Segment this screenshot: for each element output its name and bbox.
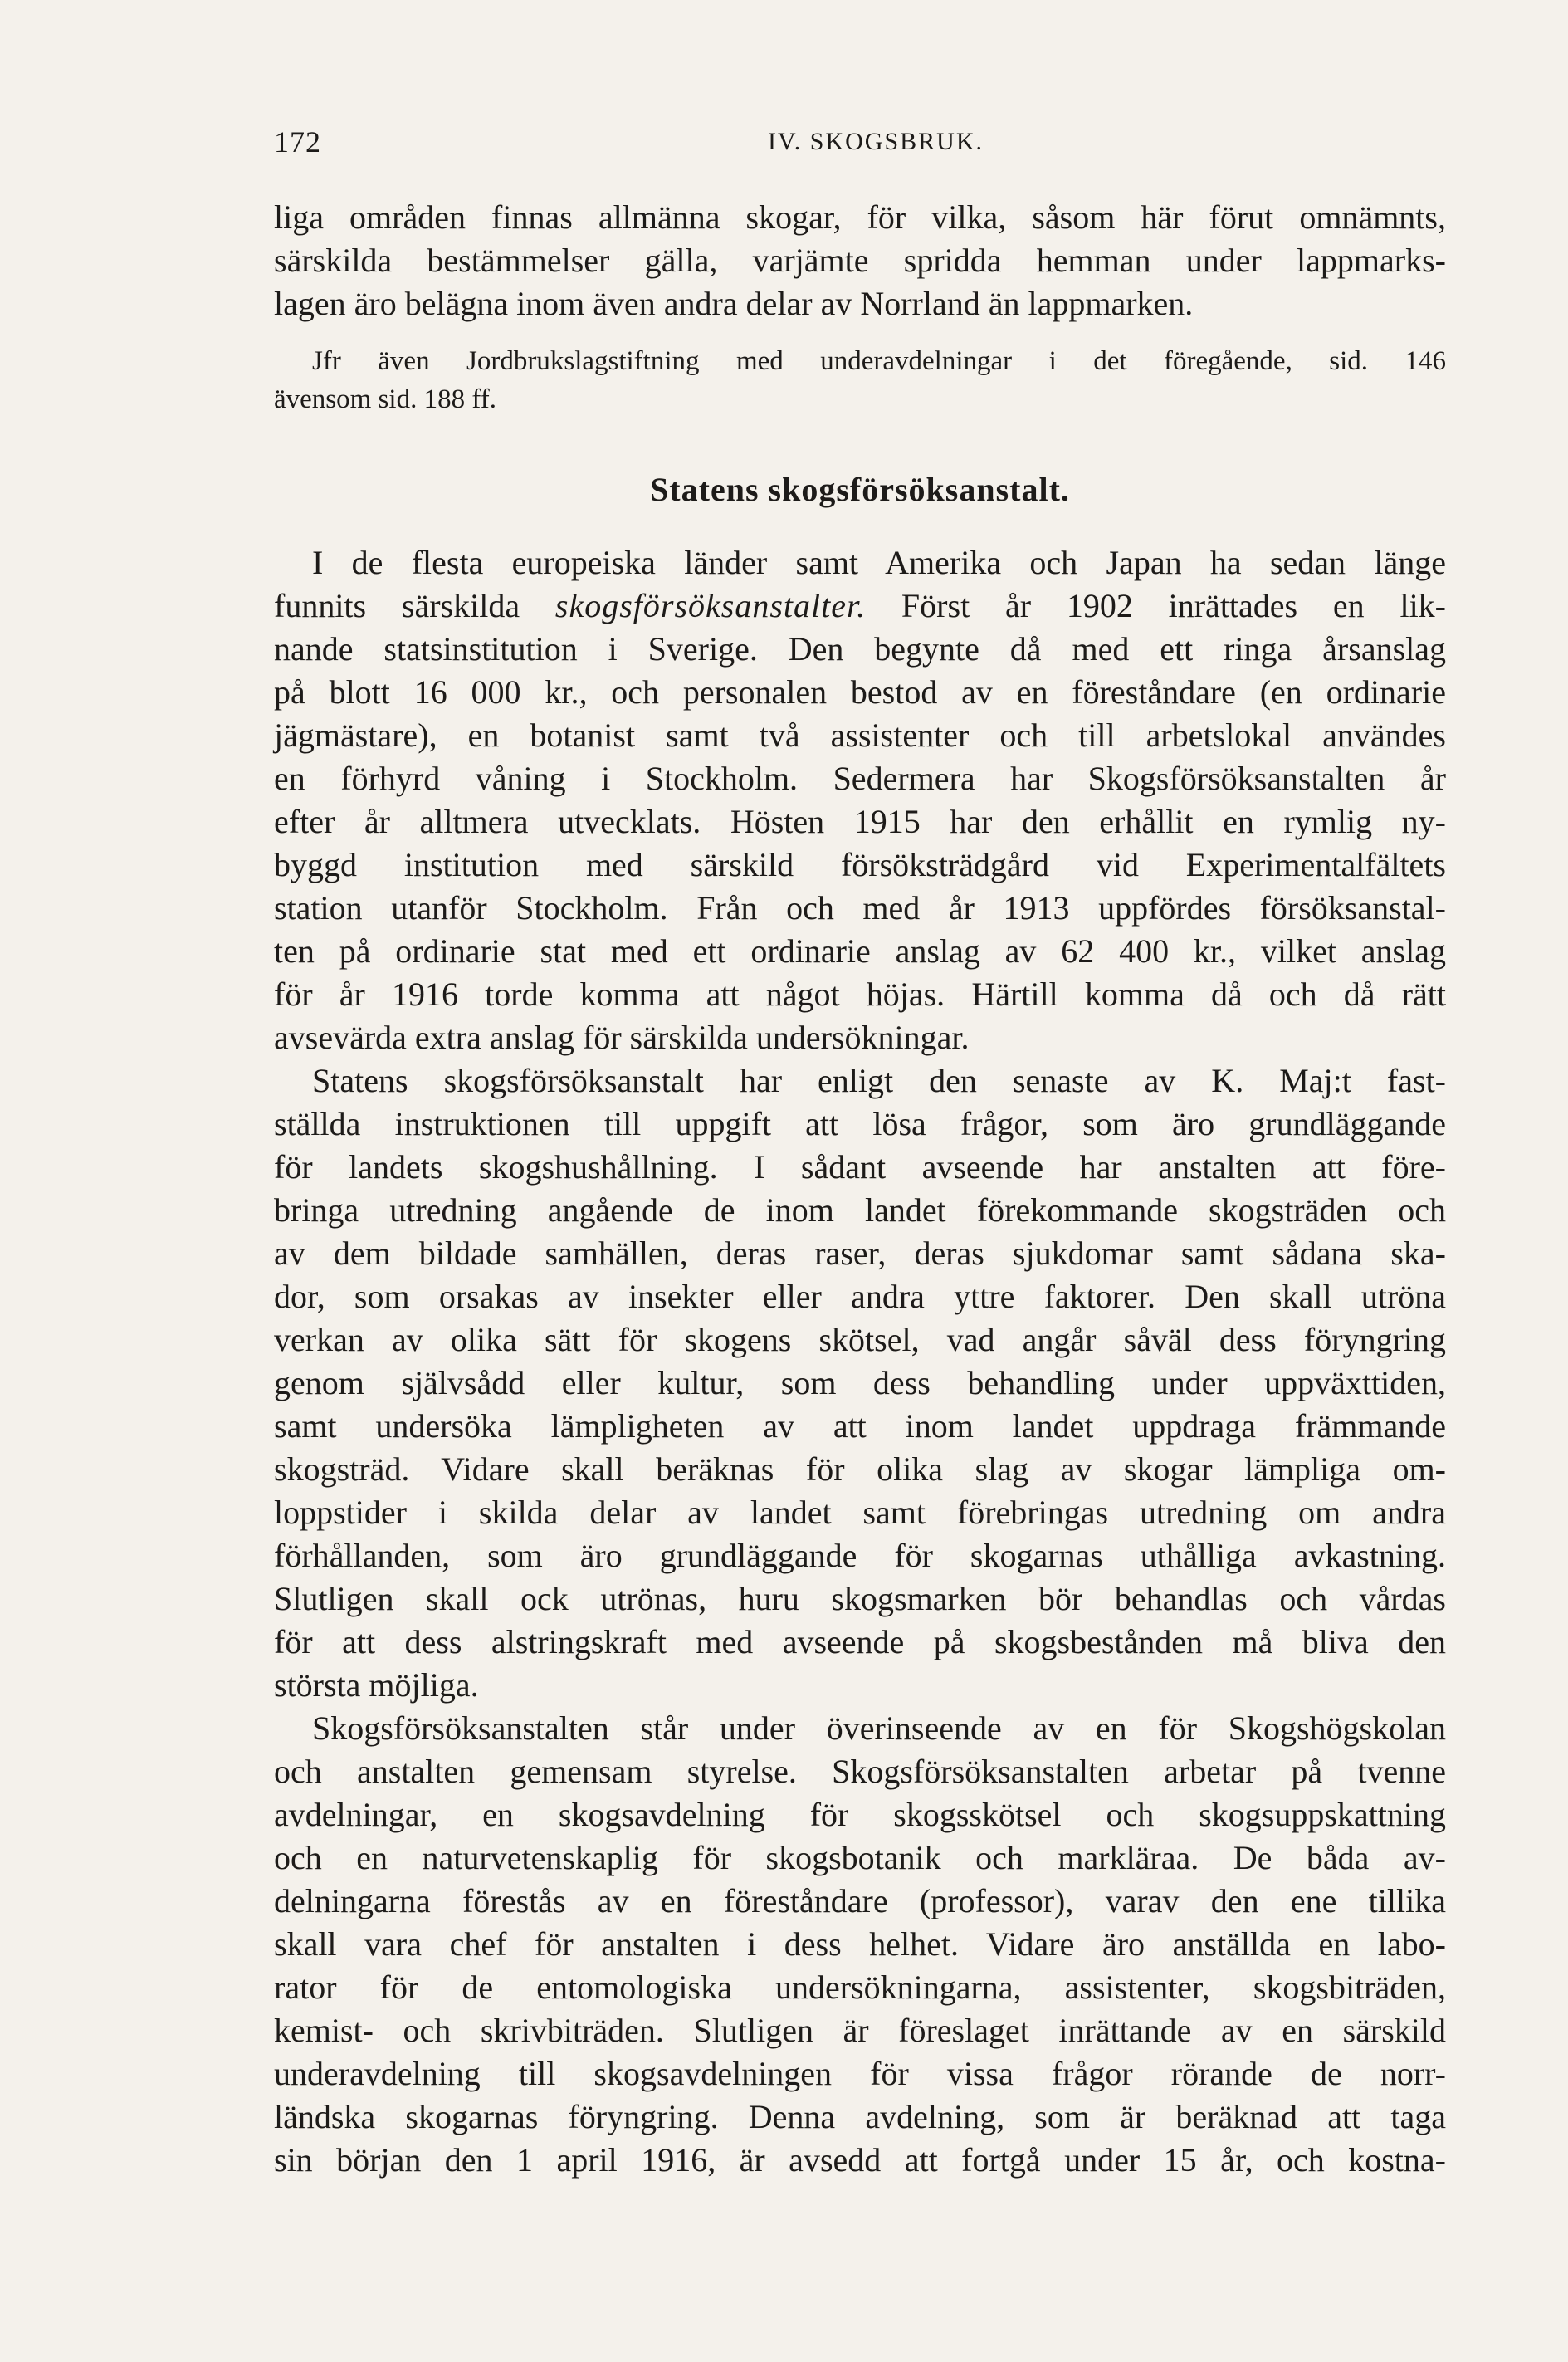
text-line: sin början den 1 april 1916, är avsedd att fortgå under 15 år, och kostna- <box>274 2141 1446 2179</box>
text-line: samt undersöka lämpligheten av att inom landet uppdraga främmande <box>274 1407 1446 1445</box>
text-line: station utanför Stockholm. Från och med år 1913 uppfördes försöksanstal- <box>274 889 1446 927</box>
text-line: för landets skogshushållning. I sådant avseende har anstalten att före- <box>274 1148 1446 1186</box>
reference-line: Jfr även Jordbrukslagstiftning med underavdelningar i det föregående, sid. 146 <box>312 346 1446 376</box>
text-line: avdelningar, en skogsavdelning för skogsskötsel och skogsuppskattning <box>274 1796 1446 1833</box>
text-line: Statens skogsförsöksanstalt har enligt den senaste av K. Maj:t fast- <box>312 1062 1446 1099</box>
running-head: IV. SKOGSBRUK. <box>768 128 984 155</box>
page-number: 172 <box>274 125 321 159</box>
text-run: Först år 1902 inrättades en lik- <box>866 587 1446 624</box>
section-heading: Statens skogsförsöksanstalt. <box>650 471 1070 508</box>
text-line: skogsträd. Vidare skall beräknas för olika slag av skogar lämpliga om- <box>274 1450 1446 1488</box>
text-line: underavdelning till skogsavdelningen för vissa frågor rörande de norr- <box>274 2055 1446 2092</box>
text-line: verkan av olika sätt för skogens skötsel, vad angår såväl dess föryngring <box>274 1321 1446 1358</box>
text-line: och en naturvetenskaplig för skogsbotanik och markläraa. De båda av- <box>274 1839 1446 1876</box>
text-line: Slutligen skall ock utrönas, huru skogsmarken bör behandlas och vårdas <box>274 1580 1446 1617</box>
paragraph-history <box>274 541 1446 1059</box>
text-line: loppstider i skilda delar av landet samt förebringas utredning om andra <box>274 1494 1446 1531</box>
page-header <box>274 125 1436 174</box>
text-line: rator för de entomologiska undersökningarna, assistenter, skogsbiträden, <box>274 1968 1446 2006</box>
text-line: bringa utredning angående de inom landet förekommande skogsträden och <box>274 1191 1446 1229</box>
text-line: på blott 16 000 kr., och personalen bestod av en föreståndare (en ordinarie <box>274 673 1446 711</box>
text-line: dor, som orsakas av insekter eller andra yttre faktorer. Den skall utröna <box>274 1278 1446 1315</box>
text-line: förhållanden, som äro grundläggande för skogarnas uthålliga avkastning. <box>274 1537 1446 1574</box>
italic-term: skogsförsöksanstalter. <box>554 587 867 624</box>
text-line: av dem bildade samhällen, deras raser, deras sjukdomar samt sådana ska- <box>274 1235 1446 1272</box>
text-line: skall vara chef för anstalten i dess helhet. Vidare äro anställda en labo- <box>274 1925 1446 1963</box>
text-line: jägmästare), en botanist samt två assistenter och till arbetslokal användes <box>274 716 1446 754</box>
text-line: liga områden finnas allmänna skogar, för vilka, såsom här förut omnämnts, <box>274 198 1446 236</box>
text-line: och anstalten gemensam styrelse. Skogsförsöksanstalten arbetar på tvenne <box>274 1753 1446 1790</box>
text-line: lagen äro belägna inom även andra delar av Norrland än lappmarken. <box>274 285 1194 322</box>
paragraph-mission <box>274 1059 1446 1707</box>
text-line: ländska skogarnas föryngring. Denna avdelning, som är beräknad att taga <box>274 2098 1446 2135</box>
text-line: för att dess alstringskraft med avseende på skogsbestånden må bliva den <box>274 1623 1446 1660</box>
text-line: ställda instruktionen till uppgift att lösa frågor, som äro grundläggande <box>274 1105 1446 1142</box>
paragraph-organisation <box>274 1707 1446 2182</box>
text-line: ten på ordinarie stat med ett ordinarie anslag av 62 400 kr., vilket anslag <box>274 932 1446 970</box>
reference-note <box>274 342 1446 418</box>
text-line: för år 1916 torde komma att något höjas. Härtill komma då och då rätt <box>274 976 1446 1013</box>
text-line: genom självsådd eller kultur, som dess behandling under uppväxttiden, <box>274 1364 1446 1401</box>
text-line: nande statsinstitution i Sverige. Den begynte då med ett ringa årsanslag <box>274 630 1446 668</box>
text-line: I de flesta europeiska länder samt Amerika och Japan ha sedan länge <box>312 544 1446 581</box>
reference-line: ävensom sid. 188 ff. <box>274 384 496 414</box>
page-body <box>274 196 1446 2182</box>
text-line: Skogsförsöksanstalten står under överinseende av en för Skogshögskolan <box>312 1709 1446 1747</box>
text-line: delningarna förestås av en föreståndare (professor), varav den ene tillika <box>274 1882 1446 1919</box>
text-line: största möjliga. <box>274 1666 479 1704</box>
text-line: avsevärda extra anslag för särskilda undersökningar. <box>274 1019 970 1056</box>
text-run: funnits särskilda <box>274 587 555 624</box>
text-line-with-italic <box>274 584 1446 628</box>
text-line: särskilda bestämmelser gälla, varjämte spridda hemman under lappmarks- <box>274 242 1446 279</box>
text-line: byggd institution med särskild försöksträdgård vid Experimentalfältets <box>274 846 1446 883</box>
text-line: efter år alltmera utvecklats. Hösten 1915 har den erhållit en rymlig ny- <box>274 803 1446 840</box>
intro-paragraph <box>274 196 1446 325</box>
text-line: kemist- och skrivbiträden. Slutligen är föreslaget inrättande av en särskild <box>274 2012 1446 2049</box>
text-line: en förhyrd våning i Stockholm. Sedermera har Skogsförsöksanstalten år <box>274 760 1446 797</box>
